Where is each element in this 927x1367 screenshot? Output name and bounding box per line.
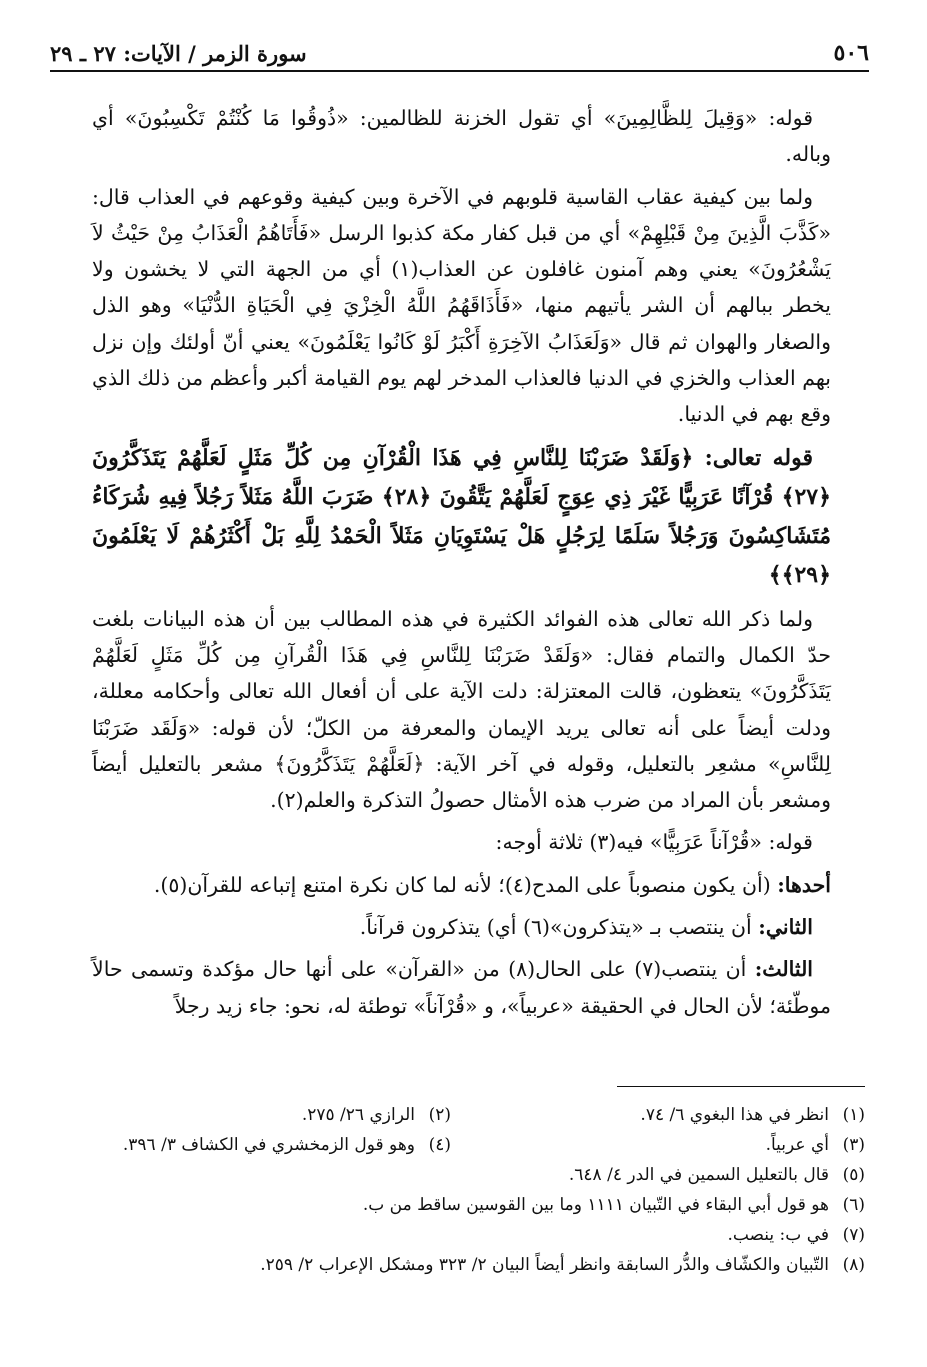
third-aspect-text: أن ينتصب(٧) على الحال(٨) من «القرآن» على أنها حال مؤكدة وتسمى حالاً موطّئة؛ لأن الحال في الحقيقة «عربياً»، و «قُرْآناً» توطئة له، نحو: جاء زيد رجلاً (92, 957, 831, 1018)
footnote-4 (61, 1130, 451, 1160)
footnote-number: (١) (842, 1105, 865, 1125)
footnote-row (120, 1220, 865, 1250)
footnote-text: التّبيان والكشّاف والدُّر السابقة وانظر أيضاً البيان ٢/ ٣٢٣ ومشكل الإعراب ٢/ ٢٥٩. (260, 1255, 829, 1275)
paragraph-third-aspect (92, 951, 831, 1024)
footnotes (120, 1100, 865, 1280)
footnote-text: قال بالتعليل السمين في الدر ٤/ ٦٤٨. (568, 1165, 829, 1185)
paragraph-2: ولما بين كيفية عقاب القاسية قلوبهم في الآخرة وبين كيفية وقوعهم في العذاب قال: «كَذَّبَ الَّذِينَ مِنْ قَبْلِهِمْ» أي من قبل كفار مكة كذبوا الرسل «فَأَتَاهُمُ الْعَذَابُ مِنْ حَيْثُ لاَ يَشْعُرُونَ» يعني وهم آمنون غافلون عن العذاب(١) أي من الجهة التي لا يخشون ولا يخطر ببالهم أن الشر يأتيهم منها، «فَأَذَاقَهُمُ اللَّهُ الْخِزْيَ فِي الْحَيَاةِ الدُّنْيَا» وهو الذل والصغار والهوان ثم قال «وَلَعَذَابُ الآخِرَةِ أَكْبَرُ لَوْ كَانُوا يَعْلَمُونَ» يعني أنّ أولئك وإن نزل بهم العذاب والخزي في الدنيا فالعذاب المدخر لهم يوم القيامة أكبر وأعظم من ذلك الذي وقع بهم في الدنيا. (92, 184, 831, 427)
quran-verse-block (92, 439, 831, 595)
second-aspect-label: الثاني: (758, 915, 813, 940)
paragraph-second-aspect (92, 909, 831, 945)
running-title: سورة الزمر / الآيات: ٢٧ ـ ٢٩ (50, 40, 307, 66)
footnote-text: هو قول أبي البقاء في التّبيان ١١١١ وما بين القوسين ساقط من ب. (362, 1195, 829, 1215)
footnote-8 (260, 1250, 865, 1280)
paragraph-first-aspect (92, 867, 831, 903)
verse-intro: قوله تعالى: (693, 444, 813, 471)
footnote-row (120, 1100, 865, 1130)
footnote-number: (٢) (428, 1105, 451, 1125)
footnote-row (120, 1130, 865, 1160)
footnote-number: (٨) (842, 1255, 865, 1275)
footnote-text: في ب: ينصب. (727, 1225, 829, 1245)
footnote-number: (٦) (842, 1195, 865, 1215)
footnote-number: (٥) (842, 1165, 865, 1185)
footnote-3 (475, 1130, 865, 1160)
footnote-text: الرازي ٢٦/ ٢٧٥. (301, 1105, 415, 1125)
footnote-row (120, 1190, 865, 1220)
main-text (92, 100, 831, 1030)
page-number: ٥٠٦ (833, 40, 869, 66)
paragraph-1: قوله: «وَقِيلَ لِلظَّالِمِينَ» أي تقول الخزنة للظالمين: «ذُوقُوا مَا كُنْتُمْ تَكْسِبُونَ» أي وباله. (92, 106, 831, 167)
running-header (50, 36, 869, 72)
paragraph-3: ولما ذكر الله تعالى هذه الفوائد الكثيرة في هذه المطالب بين أن هذه البيانات بلغت حدّ الكمال والتمام فقال: «وَلَقَدْ ضَرَبْنَا لِلنَّاسِ فِي هَذَا الْقُرآنِ مِن كُلِّ مَثَلٍ لَعَلَّهُمْ يَتَذَكَّرُونَ» يتعظون، قالت المعتزلة: دلت الآية على أن أفعال الله تعالى وأحكامه معللة، ودلت أيضاً على أنه تعالى يريد الإيمان والمعرفة من الكلّ؛ لأن قوله: «وَلَقَد ضَرَبْنَا لِلنَّاسِ» مشعِر بالتعليل، وقوله في آخر الآية: ﴿لَعَلَّهُمْ يَتَذَكَّرُونَ﴾ مشعر بالتعليل أيضاً ومشعر بأن المراد من ضرب هذه الأمثال حصولُ التذكرة والعلم(٢). (92, 606, 831, 813)
footnote-row (120, 1160, 865, 1190)
footnote-6 (363, 1190, 865, 1220)
paragraph-4: قوله: «قُرْآناً عَرَبِيًّا» فيه(٣) ثلاثة أوجه: (495, 830, 813, 855)
footnote-1 (475, 1100, 865, 1130)
first-aspect-label: أحدها: (777, 872, 831, 897)
footnote-number: (٣) (842, 1135, 865, 1155)
footnote-number: (٧) (842, 1225, 865, 1245)
first-aspect-text: (أن يكون منصوباً على المدح(٤)؛ لأنه لما كان نكرة امتنع إتباعه للقرآن(٥). (153, 872, 778, 897)
verse-text: ﴿وَلَقَدْ ضَرَبْنَا لِلنَّاسِ فِي هَذَا الْقُرْآنِ مِن كُلِّ مَثَلٍ لَعَلَّهُمْ يَتَذَكَّرُونَ ﴿٢٧﴾ قُرْآنًا عَرَبِيًّا غَيْرَ ذِي عِوَجٍ لَعَلَّهُمْ يَتَّقُونَ ﴿٢٨﴾ ضَرَبَ اللَّهُ مَثَلاً رَجُلاً فِيهِ شُرَكَاءُ مُتَشَاكِسُونَ وَرَجُلاً سَلَمًا لِرَجُلٍ هَلْ يَسْتَوِيَانِ مَثَلاً الْحَمْدُ لِلَّهِ بَلْ أَكْثَرُهُمْ لَا يَعْلَمُونَ ﴿٢٩﴾﴾ (92, 444, 831, 588)
footnote-row (120, 1250, 865, 1280)
footnote-text: وهو قول الزمخشري في الكشاف ٣/ ٣٩٦. (122, 1135, 415, 1155)
third-aspect-label: الثالث: (754, 957, 814, 982)
footnote-text: انظر في هذا البغوي ٦/ ٧٤. (640, 1105, 829, 1125)
footnote-7 (727, 1220, 865, 1250)
footnote-5 (569, 1160, 865, 1190)
footnote-separator (617, 1086, 865, 1087)
footnote-2 (61, 1100, 451, 1130)
footnote-text: أي عربياً. (765, 1135, 829, 1155)
footnote-number: (٤) (428, 1135, 451, 1155)
second-aspect-text: أن ينتصب بـ «يتذكرون»(٦) أي) يتذكرون قرآناً. (359, 915, 759, 940)
